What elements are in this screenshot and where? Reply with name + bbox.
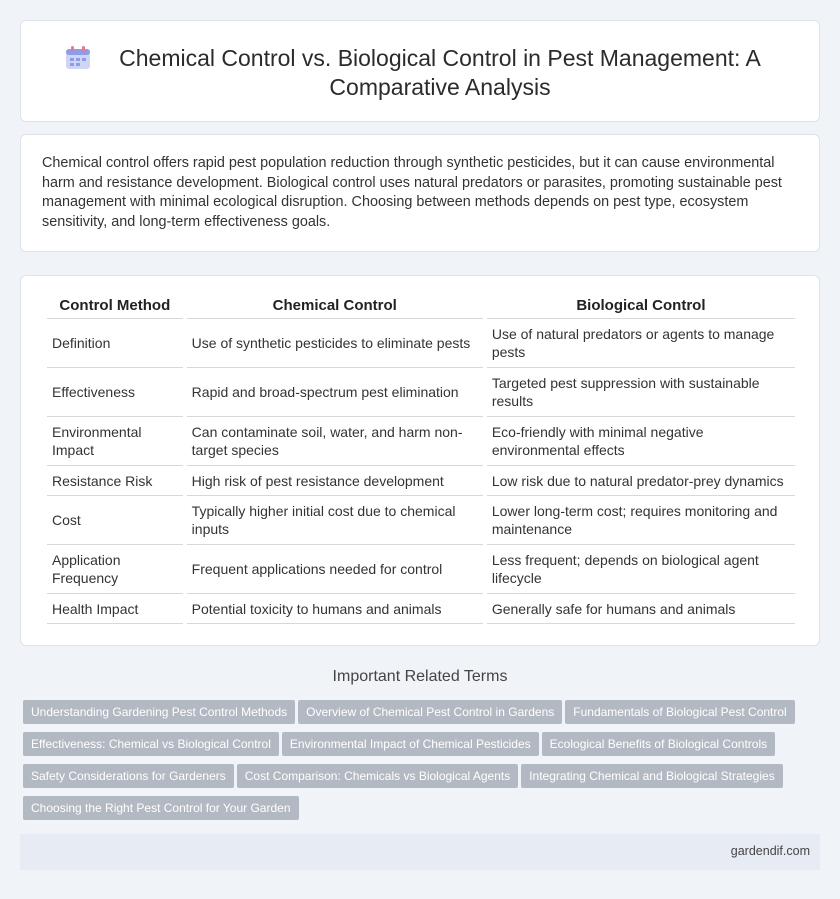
- chemical-cell: High risk of pest resistance development: [187, 466, 483, 496]
- comparison-table-card: [20, 275, 820, 646]
- summary-text: Chemical control offers rapid pest population reduction through synthetic pesticides, but it can cause environmental harm and resistance development. Biological control uses natural predators or parasites, promoting sustainable pest management with minimal ecological disruption. Choosing between methods depends on pest type, ecosystem sensitivity, and long-term effectiveness goals.: [42, 155, 782, 230]
- biological-cell: Generally safe for humans and animals: [487, 594, 795, 624]
- table-row: [47, 319, 795, 368]
- chemical-cell: Use of synthetic pesticides to eliminate pests: [187, 319, 483, 368]
- comparison-table: [43, 293, 799, 624]
- related-tags: [23, 700, 803, 828]
- table-row: [47, 368, 795, 417]
- page-title: Chemical Control vs. Biological Control in Pest Management: A Comparative Analysis: [119, 45, 761, 100]
- related-terms-heading: Important Related Terms: [332, 668, 508, 685]
- biological-cell: Eco-friendly with minimal negative environmental effects: [487, 417, 795, 466]
- footer-site-link[interactable]: gardendif.com: [730, 844, 810, 858]
- chemical-cell: Rapid and broad-spectrum pest elimination: [187, 368, 483, 417]
- biological-cell: Lower long-term cost; requires monitoring and maintenance: [487, 496, 795, 545]
- header-control-method: Control Method: [47, 293, 183, 319]
- row-label: Environmental Impact: [47, 417, 183, 466]
- header-card: [20, 20, 820, 122]
- biological-cell: Low risk due to natural predator-prey dynamics: [487, 466, 795, 496]
- row-label: Resistance Risk: [47, 466, 183, 496]
- chemical-cell: Potential toxicity to humans and animals: [187, 594, 483, 624]
- related-tag[interactable]: Integrating Chemical and Biological Strategies: [521, 764, 782, 788]
- table-row: [47, 594, 795, 624]
- table-header-row: [47, 293, 795, 319]
- row-label: Definition: [47, 319, 183, 368]
- header-biological-control: Biological Control: [487, 293, 795, 319]
- chemical-cell: Frequent applications needed for control: [187, 545, 483, 594]
- chemical-cell: Can contaminate soil, water, and harm non-target species: [187, 417, 483, 466]
- row-label: Cost: [47, 496, 183, 545]
- related-tag[interactable]: Environmental Impact of Chemical Pesticides: [282, 732, 539, 756]
- related-tag[interactable]: Effectiveness: Chemical vs Biological Control: [23, 732, 279, 756]
- biological-cell: Use of natural predators or agents to manage pests: [487, 319, 795, 368]
- biological-cell: Targeted pest suppression with sustainable results: [487, 368, 795, 417]
- biological-cell: Less frequent; depends on biological agent lifecycle: [487, 545, 795, 594]
- table-row: [47, 466, 795, 496]
- table-row: [47, 496, 795, 545]
- row-label: Application Frequency: [47, 545, 183, 594]
- related-tag[interactable]: Choosing the Right Pest Control for Your Garden: [23, 796, 299, 820]
- related-tag[interactable]: Fundamentals of Biological Pest Control: [565, 700, 794, 724]
- related-tag[interactable]: Safety Considerations for Gardeners: [23, 764, 234, 788]
- table-row: [47, 417, 795, 466]
- related-tag[interactable]: Overview of Chemical Pest Control in Gardens: [298, 700, 562, 724]
- chemical-cell: Typically higher initial cost due to chemical inputs: [187, 496, 483, 545]
- row-label: Health Impact: [47, 594, 183, 624]
- row-label: Effectiveness: [47, 368, 183, 417]
- footer: [20, 834, 820, 870]
- related-tag[interactable]: Cost Comparison: Chemicals vs Biological Agents: [237, 764, 518, 788]
- table-row: [47, 545, 795, 594]
- related-tag[interactable]: Ecological Benefits of Biological Controls: [542, 732, 775, 756]
- related-tag[interactable]: Understanding Gardening Pest Control Methods: [23, 700, 295, 724]
- summary-card: [20, 134, 820, 252]
- header-chemical-control: Chemical Control: [187, 293, 483, 319]
